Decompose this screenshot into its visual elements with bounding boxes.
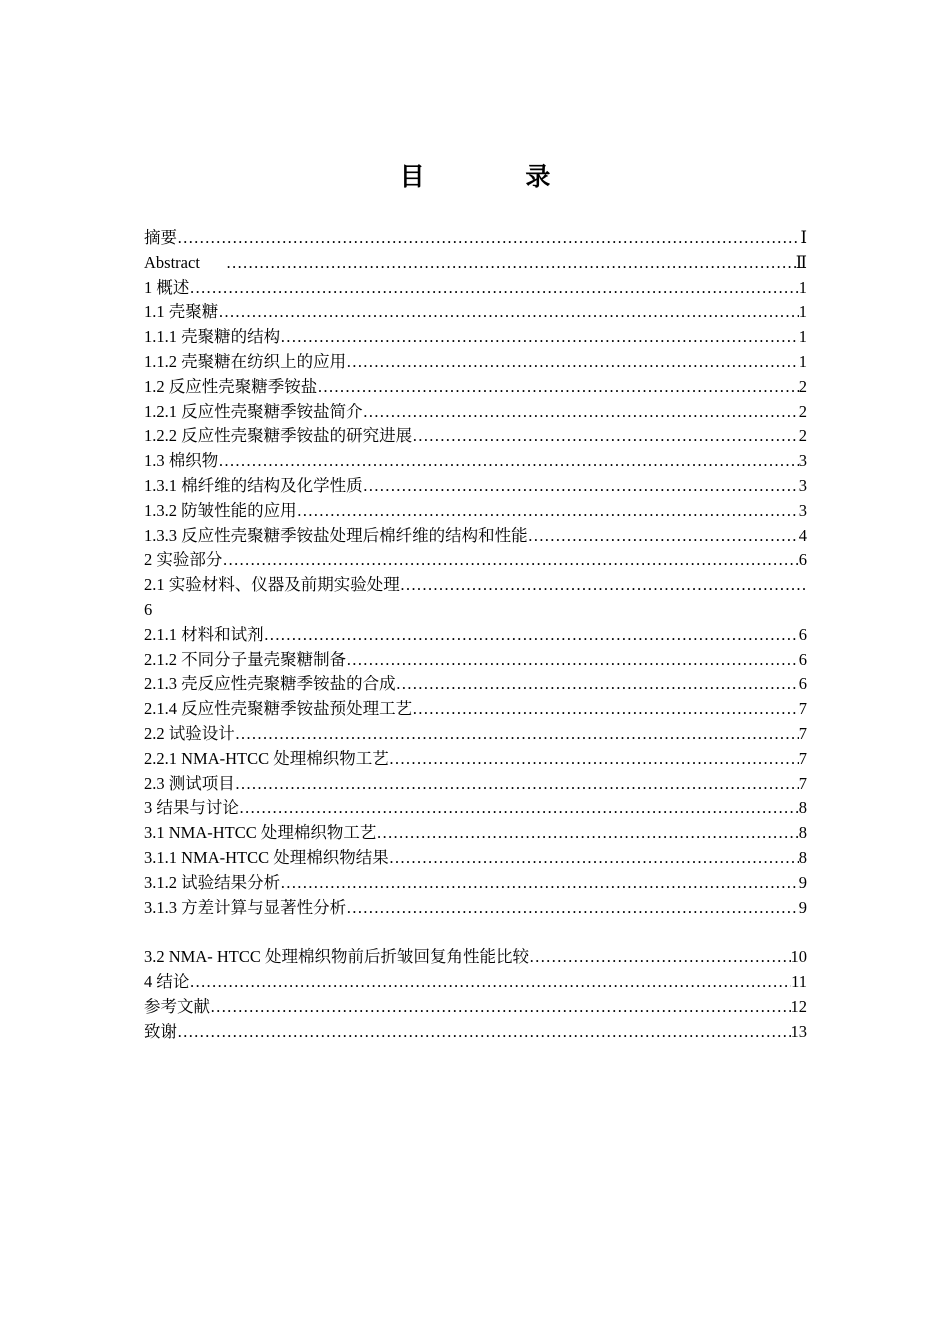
toc-page-number: 1 [798,302,807,322]
dot-leader [396,672,799,697]
toc-entry-label: 2.2 试验设计 [144,723,235,743]
dot-leader [280,325,799,350]
toc-page-number: 6 [144,599,153,619]
toc-entry[interactable] [144,350,807,375]
toc-entry[interactable] [144,573,807,623]
dot-leader [264,623,799,648]
page-title: 目 录 [399,162,597,191]
toc-entry[interactable] [144,648,807,673]
toc-page-number: 8 [798,798,807,818]
toc-entry[interactable] [144,995,807,1020]
toc-page-number: 13 [790,1021,807,1041]
toc-page-number: 12 [790,996,807,1016]
toc-entry[interactable] [144,871,807,896]
toc-entry-label: 3.2 NMA- HTCC 处理棉织物前后折皱回复角性能比较 [144,947,530,967]
dot-leader [389,846,799,871]
toc-entry[interactable] [144,747,807,772]
toc-entry-label: 2.1 实验材料、仪器及前期实验处理 [144,575,400,595]
toc-entry[interactable] [144,846,807,871]
dot-leader [177,226,800,251]
toc-entry[interactable] [144,474,807,499]
toc-entry-label: 3 结果与讨论 [144,798,239,818]
toc-page-number: 8 [798,847,807,867]
toc-entry-label: 4 结论 [144,972,190,992]
toc-entry[interactable] [144,896,807,921]
dot-leader [239,796,799,821]
toc-entry-label: 3.1.3 方差计算与显著性分析 [144,897,347,917]
toc-page-number: 3 [798,475,807,495]
toc-entry-label: 1.1.2 壳聚糖在纺织上的应用 [144,351,347,371]
toc-page-number: 2 [798,426,807,446]
toc-page-number: Ⅱ [795,252,807,272]
dot-leader [389,747,799,772]
toc-entry-label: 参考文献 [144,996,210,1016]
toc-entry[interactable] [144,524,807,549]
dot-leader [363,400,799,425]
dot-leader [346,896,799,921]
toc-entry-label: 2.1.1 材料和试剂 [144,624,264,644]
toc-page-number: 6 [798,550,807,570]
toc-entry[interactable] [144,796,807,821]
toc-page-number: 6 [798,624,807,644]
toc-page-number: 3 [798,500,807,520]
toc-entry[interactable] [144,821,807,846]
toc-entry-label: 2.1.3 壳反应性壳聚糖季铵盐的合成 [144,674,396,694]
dot-leader [400,573,807,598]
toc-entry-label: 3.1 NMA-HTCC 处理棉织物工艺 [144,823,377,843]
toc-entry[interactable] [144,623,807,648]
dot-leader [317,375,799,400]
toc-page-number: 2 [798,401,807,421]
blank-line [144,920,807,945]
toc-entry[interactable] [144,697,807,722]
toc-entry[interactable] [144,970,807,995]
dot-leader [346,350,799,375]
toc-page-number: 11 [791,972,807,992]
toc-entry[interactable] [144,424,807,449]
toc-entry[interactable] [144,375,807,400]
toc-page-number: 9 [798,872,807,892]
toc-entry-label: 2.3 测试项目 [144,773,235,793]
dot-leader [280,871,799,896]
dot-leader [218,300,799,325]
toc-page-number: 1 [798,277,807,297]
toc-entry-label: 2.1.4 反应性壳聚糖季铵盐预处理工艺 [144,699,413,719]
toc-entry[interactable] [144,722,807,747]
dot-leader [412,697,799,722]
toc-entry-abstract-cn[interactable] [144,226,807,251]
toc-entry[interactable] [144,276,807,301]
toc-entry[interactable] [144,772,807,797]
toc-entry[interactable] [144,1020,807,1045]
toc-entry-label: 2 实验部分 [144,550,223,570]
toc-page-number: Ⅰ [800,228,807,247]
toc-page-number: 10 [790,947,807,967]
dot-leader [529,945,790,970]
toc-page-number: 7 [798,699,807,719]
toc-entry-label: 2.2.1 NMA-HTCC 处理棉织物工艺 [144,748,389,768]
toc-page-number: 9 [798,897,807,917]
toc-entry-label: 致谢 [144,1021,177,1041]
toc-entry-label: 1.1.1 壳聚糖的结构 [144,327,281,347]
dot-leader [177,1020,791,1045]
toc-entry[interactable] [144,672,807,697]
dot-leader [226,251,796,276]
toc-page-number: 7 [798,723,807,743]
toc-entry[interactable] [144,945,807,970]
dot-leader [297,499,799,524]
toc-entry-label: 1.2 反应性壳聚糖季铵盐 [144,376,318,396]
toc-entry-label: 2.1.2 不同分子量壳聚糖制备 [144,649,347,669]
toc-page-number: 3 [798,451,807,471]
toc-entry[interactable] [144,300,807,325]
dot-leader [376,821,798,846]
dot-leader [235,722,799,747]
toc-page-number: 7 [798,773,807,793]
toc-entry[interactable] [144,325,807,350]
dot-leader [218,449,799,474]
toc-entry-abstract-en[interactable] [144,251,807,276]
toc-page-number: 2 [798,376,807,396]
toc-entry[interactable] [144,449,807,474]
toc-page-number: 1 [798,351,807,371]
toc-entry-label: Abstract [144,252,200,272]
toc-entry-label: 1.1 壳聚糖 [144,302,219,322]
dot-leader [235,772,799,797]
toc-entry[interactable] [144,400,807,425]
toc-entry-label: 1.2.2 反应性壳聚糖季铵盐的研究进展 [144,426,413,446]
dot-leader [528,524,799,549]
dot-leader [346,648,799,673]
dot-leader [210,995,791,1020]
toc-entry-label: 1.3 棉织物 [144,451,219,471]
dot-leader [412,424,799,449]
toc-entry-label: 1.3.2 防皱性能的应用 [144,500,297,520]
toc-entry-label: 1.3.3 反应性壳聚糖季铵盐处理后棉纤维的结构和性能 [144,525,528,545]
toc-entry-label: 1.2.1 反应性壳聚糖季铵盐简介 [144,401,363,421]
toc-page-number: 7 [798,748,807,768]
toc-entry-label: 1 概述 [144,277,190,297]
toc-entry-label: 3.1.2 试验结果分析 [144,872,281,892]
toc-page-number: 6 [798,674,807,694]
dot-leader [189,970,791,995]
dot-leader [363,474,799,499]
toc-entry[interactable] [144,499,807,524]
toc-page-number: 4 [798,525,807,545]
toc-entry[interactable] [144,548,807,573]
toc-page-number: 1 [798,327,807,347]
toc-page-number: 8 [798,823,807,843]
table-of-contents [144,226,807,1045]
dot-leader [222,548,798,573]
dot-leader [189,276,798,301]
toc-page-number: 6 [798,649,807,669]
toc-entry-label: 摘要 [144,228,177,247]
toc-entry-label: 3.1.1 NMA-HTCC 处理棉织物结果 [144,847,389,867]
toc-entry-label: 1.3.1 棉纤维的结构及化学性质 [144,475,363,495]
